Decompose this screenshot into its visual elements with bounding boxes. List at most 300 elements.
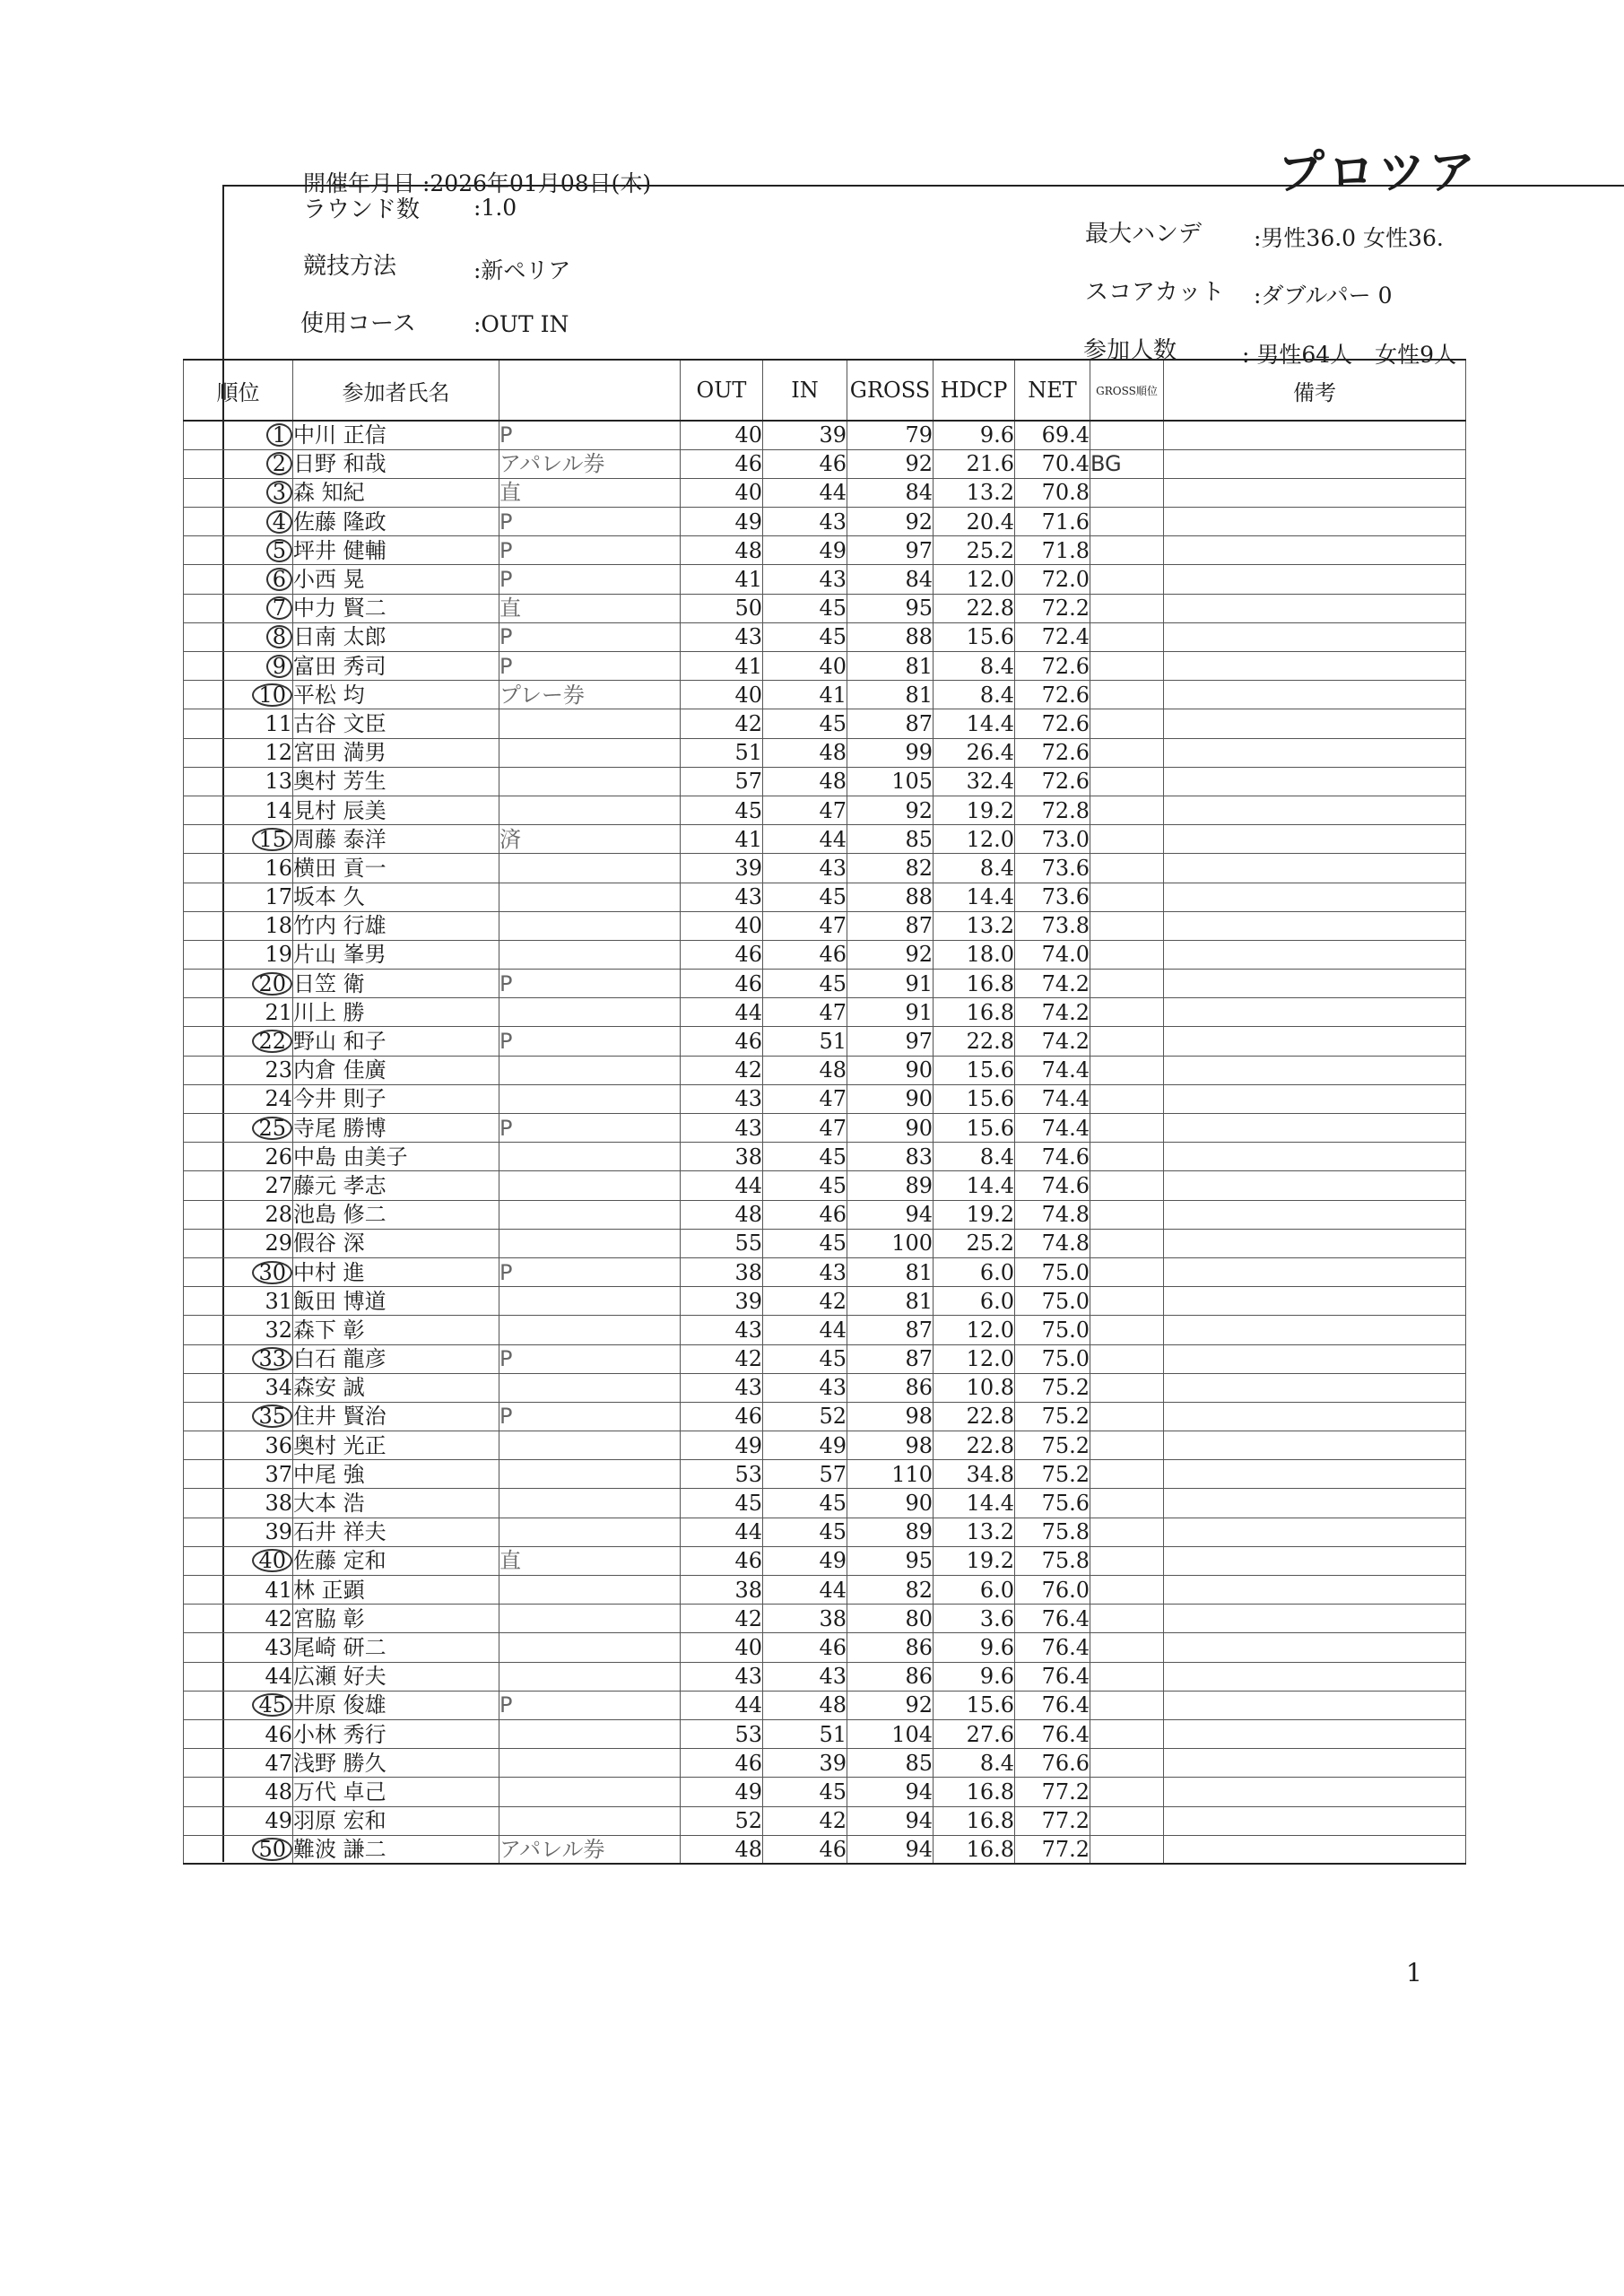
in-cell: 45: [763, 883, 847, 911]
out-cell: 42: [681, 709, 763, 738]
rank-cell: [184, 940, 293, 969]
table-row: [184, 911, 1466, 940]
hdcp-cell: 12.0: [934, 825, 1015, 854]
gross-rank-cell: [1090, 421, 1164, 449]
rank-number: 8: [266, 625, 292, 648]
gross-rank-cell: [1090, 1200, 1164, 1229]
out-cell: 38: [681, 1576, 763, 1605]
net-cell: 70.8: [1015, 478, 1090, 507]
gross-cell: 81: [847, 1287, 934, 1316]
table-row: [184, 1027, 1466, 1056]
rank-cell: [184, 1489, 293, 1518]
hdcp-cell: 15.6: [934, 1056, 1015, 1084]
remarks-cell: [1164, 1778, 1466, 1806]
gross-cell: 94: [847, 1200, 934, 1229]
remarks-cell: [1164, 1027, 1466, 1056]
handwritten-mark: P: [499, 1344, 681, 1373]
rank-number: 11: [265, 710, 292, 736]
table-row: [184, 1114, 1466, 1143]
hdcp-cell: 3.6: [934, 1605, 1015, 1633]
rank-cell: [184, 796, 293, 824]
out-cell: 44: [681, 998, 763, 1027]
net-cell: 76.0: [1015, 1576, 1090, 1605]
net-cell: 74.2: [1015, 970, 1090, 998]
participant-name: 内倉 佳廣: [293, 1056, 499, 1084]
gross-rank-cell: [1090, 1633, 1164, 1662]
hdcp-cell: 8.4: [934, 681, 1015, 709]
rank-cell: [184, 478, 293, 507]
remarks-cell: [1164, 652, 1466, 681]
rank-number: 19: [265, 942, 292, 968]
table-row: [184, 652, 1466, 681]
rank-number: 10: [252, 683, 292, 707]
out-cell: 48: [681, 1200, 763, 1229]
participants-label: 参加人数: [1083, 337, 1177, 364]
gross-cell: 82: [847, 854, 934, 883]
out-cell: 46: [681, 1546, 763, 1575]
hdcp-cell: 14.4: [934, 883, 1015, 911]
in-cell: 47: [763, 796, 847, 824]
table-row: [184, 1229, 1466, 1257]
table-row: [184, 1257, 1466, 1286]
remarks-cell: [1164, 508, 1466, 536]
gross-rank-cell: [1090, 1546, 1164, 1575]
remarks-cell: [1164, 1835, 1466, 1864]
gross-cell: 92: [847, 508, 934, 536]
net-cell: 72.2: [1015, 594, 1090, 622]
gross-cell: 90: [847, 1489, 934, 1518]
gross-rank-cell: [1090, 1719, 1164, 1748]
table-row: [184, 594, 1466, 622]
handwritten-mark: [499, 1287, 681, 1316]
gross-cell: 92: [847, 940, 934, 969]
hdcp-cell: 6.0: [934, 1287, 1015, 1316]
gross-rank-cell: [1090, 1056, 1164, 1084]
participant-name: 中川 正信: [293, 421, 499, 449]
gross-rank-cell: [1090, 1460, 1164, 1489]
net-cell: 76.4: [1015, 1691, 1090, 1719]
in-cell: 48: [763, 738, 847, 767]
rank-number: 48: [265, 1779, 292, 1805]
gross-cell: 92: [847, 796, 934, 824]
out-cell: 46: [681, 1402, 763, 1431]
in-cell: 43: [763, 1662, 847, 1691]
hdcp-cell: 12.0: [934, 565, 1015, 594]
in-cell: 48: [763, 1691, 847, 1719]
handwritten-mark: P: [499, 1027, 681, 1056]
table-row: [184, 1719, 1466, 1748]
table-row: [184, 536, 1466, 565]
participant-name: 森安 誠: [293, 1373, 499, 1402]
handwritten-mark: [499, 1605, 681, 1633]
in-cell: 44: [763, 825, 847, 854]
rank-cell: [184, 1287, 293, 1316]
handwritten-mark: [499, 1633, 681, 1662]
out-cell: 46: [681, 970, 763, 998]
col-out: OUT: [681, 360, 763, 421]
hdcp-cell: 34.8: [934, 1460, 1015, 1489]
rank-cell: [184, 883, 293, 911]
rank-cell: [184, 970, 293, 998]
table-row: [184, 738, 1466, 767]
handwritten-mark: [499, 1749, 681, 1778]
participant-name: 宮田 満男: [293, 738, 499, 767]
max-handicap-value: :男性36.0 女性36.: [1254, 225, 1444, 251]
out-cell: 42: [681, 1056, 763, 1084]
participant-name: 小西 晃: [293, 565, 499, 594]
out-cell: 43: [681, 622, 763, 651]
gross-rank-cell: [1090, 1576, 1164, 1605]
rank-cell: [184, 1316, 293, 1344]
remarks-cell: [1164, 594, 1466, 622]
rank-cell: [184, 1835, 293, 1864]
handwritten-mark: 直: [499, 1546, 681, 1575]
rank-cell: [184, 1749, 293, 1778]
participant-name: 中力 賢二: [293, 594, 499, 622]
net-cell: 71.6: [1015, 508, 1090, 536]
table-row: [184, 508, 1466, 536]
handwritten-mark: P: [499, 652, 681, 681]
handwritten-mark: [499, 1229, 681, 1257]
rank-number: 45: [252, 1693, 292, 1717]
handwritten-mark: [499, 796, 681, 824]
out-cell: 39: [681, 1287, 763, 1316]
gross-rank-cell: [1090, 1316, 1164, 1344]
out-cell: 46: [681, 449, 763, 478]
gross-rank-cell: [1090, 1084, 1164, 1113]
participant-name: 古谷 文臣: [293, 709, 499, 738]
gross-rank-cell: [1090, 1143, 1164, 1171]
table-row: [184, 854, 1466, 883]
handwritten-mark: [499, 854, 681, 883]
remarks-cell: [1164, 1518, 1466, 1546]
remarks-cell: [1164, 1605, 1466, 1633]
rank-cell: [184, 1431, 293, 1460]
gross-rank-cell: [1090, 1749, 1164, 1778]
out-cell: 49: [681, 508, 763, 536]
participant-name: 大本 浩: [293, 1489, 499, 1518]
gross-rank-cell: [1090, 709, 1164, 738]
rank-number: 32: [265, 1317, 292, 1343]
hdcp-cell: 6.0: [934, 1257, 1015, 1286]
handwritten-mark: P: [499, 536, 681, 565]
table-row: [184, 1691, 1466, 1719]
table-row: [184, 1662, 1466, 1691]
hdcp-cell: 16.8: [934, 1778, 1015, 1806]
remarks-cell: [1164, 1662, 1466, 1691]
remarks-cell: [1164, 1171, 1466, 1200]
rank-number: 42: [265, 1605, 292, 1631]
rank-number: 5: [266, 539, 292, 562]
hdcp-cell: 8.4: [934, 652, 1015, 681]
rank-number: 28: [265, 1202, 292, 1228]
handwritten-mark: [499, 738, 681, 767]
date-value: :2026年01月08日(木): [421, 170, 652, 196]
out-cell: 41: [681, 825, 763, 854]
rank-cell: [184, 536, 293, 565]
net-cell: 76.4: [1015, 1633, 1090, 1662]
remarks-cell: [1164, 1344, 1466, 1373]
out-cell: 38: [681, 1143, 763, 1171]
out-cell: 38: [681, 1257, 763, 1286]
in-cell: 39: [763, 421, 847, 449]
participant-name: 假谷 深: [293, 1229, 499, 1257]
hdcp-cell: 22.8: [934, 1431, 1015, 1460]
handwritten-mark: P: [499, 565, 681, 594]
remarks-cell: [1164, 1229, 1466, 1257]
remarks-cell: [1164, 970, 1466, 998]
rank-number: 34: [265, 1375, 292, 1401]
method-value: :新ペリア: [473, 257, 571, 283]
rank-number: 23: [265, 1057, 292, 1083]
participant-name: 佐藤 定和: [293, 1546, 499, 1575]
remarks-cell: [1164, 1749, 1466, 1778]
remarks-cell: [1164, 565, 1466, 594]
handwritten-mark: [499, 1576, 681, 1605]
net-cell: 72.8: [1015, 796, 1090, 824]
gross-rank-cell: [1090, 565, 1164, 594]
out-cell: 48: [681, 536, 763, 565]
rounds-value: :1.0: [473, 195, 517, 221]
table-row: [184, 1373, 1466, 1402]
rank-cell: [184, 449, 293, 478]
gross-rank-cell: [1090, 1691, 1164, 1719]
net-cell: 72.6: [1015, 681, 1090, 709]
table-row: [184, 767, 1466, 796]
hdcp-cell: 16.8: [934, 970, 1015, 998]
gross-cell: 90: [847, 1056, 934, 1084]
handwritten-mark: [499, 940, 681, 969]
net-cell: 75.8: [1015, 1546, 1090, 1575]
out-cell: 46: [681, 1749, 763, 1778]
gross-cell: 105: [847, 767, 934, 796]
participant-name: 万代 卓己: [293, 1778, 499, 1806]
rank-cell: [184, 1691, 293, 1719]
table-row: [184, 1518, 1466, 1546]
participant-name: 林 正顕: [293, 1576, 499, 1605]
gross-rank-cell: [1090, 767, 1164, 796]
rank-number: 17: [265, 884, 292, 910]
in-cell: 45: [763, 622, 847, 651]
remarks-cell: [1164, 622, 1466, 651]
table-row: [184, 1171, 1466, 1200]
gross-rank-cell: [1090, 1806, 1164, 1835]
handwritten-mark: [499, 1719, 681, 1748]
in-cell: 46: [763, 1200, 847, 1229]
handwritten-mark: [499, 1373, 681, 1402]
gross-cell: 100: [847, 1229, 934, 1257]
table-row: [184, 622, 1466, 651]
frame-top-rule: [222, 185, 1624, 187]
handwritten-mark: [499, 1662, 681, 1691]
gross-rank-cell: [1090, 1431, 1164, 1460]
in-cell: 48: [763, 767, 847, 796]
table-row: [184, 1056, 1466, 1084]
out-cell: 40: [681, 1633, 763, 1662]
in-cell: 43: [763, 1373, 847, 1402]
table-row: [184, 1749, 1466, 1778]
rank-number: 49: [265, 1808, 292, 1834]
participant-name: 石井 祥夫: [293, 1518, 499, 1546]
net-cell: 74.0: [1015, 940, 1090, 969]
out-cell: 40: [681, 911, 763, 940]
col-gross-rank: GROSS順位: [1090, 360, 1164, 421]
handwritten-mark: [499, 1806, 681, 1835]
hdcp-cell: 25.2: [934, 1229, 1015, 1257]
remarks-cell: [1164, 1633, 1466, 1662]
gross-rank-cell: [1090, 1605, 1164, 1633]
participant-name: 難波 謙二: [293, 1835, 499, 1864]
remarks-cell: [1164, 1143, 1466, 1171]
participant-name: 今井 則子: [293, 1084, 499, 1113]
gross-cell: 85: [847, 825, 934, 854]
hdcp-cell: 14.4: [934, 1171, 1015, 1200]
rank-cell: [184, 1605, 293, 1633]
hdcp-cell: 22.8: [934, 594, 1015, 622]
gross-cell: 94: [847, 1778, 934, 1806]
table-row: [184, 998, 1466, 1027]
rank-number: 18: [265, 913, 292, 939]
table-row: [184, 825, 1466, 854]
gross-cell: 95: [847, 1546, 934, 1575]
hdcp-cell: 16.8: [934, 998, 1015, 1027]
out-cell: 49: [681, 1778, 763, 1806]
participant-name: 飯田 博道: [293, 1287, 499, 1316]
remarks-cell: [1164, 1460, 1466, 1489]
gross-rank-cell: [1090, 1835, 1164, 1864]
in-cell: 45: [763, 594, 847, 622]
rank-number: 2: [266, 452, 292, 475]
net-cell: 75.2: [1015, 1460, 1090, 1489]
course-value: :OUT IN: [473, 311, 569, 337]
participant-name: 日笠 衛: [293, 970, 499, 998]
gross-rank-cell: [1090, 1662, 1164, 1691]
rank-number: 46: [265, 1721, 292, 1747]
gross-cell: 81: [847, 681, 934, 709]
out-cell: 44: [681, 1518, 763, 1546]
participant-name: 佐藤 隆政: [293, 508, 499, 536]
in-cell: 43: [763, 1257, 847, 1286]
net-cell: 75.2: [1015, 1402, 1090, 1431]
rank-number: 14: [265, 797, 292, 823]
in-cell: 45: [763, 1778, 847, 1806]
net-cell: 73.6: [1015, 883, 1090, 911]
rank-cell: [184, 825, 293, 854]
participant-name: 坂本 久: [293, 883, 499, 911]
handwritten-mark: [499, 1518, 681, 1546]
rank-cell: [184, 622, 293, 651]
remarks-cell: [1164, 709, 1466, 738]
hdcp-cell: 16.8: [934, 1806, 1015, 1835]
rank-cell: [184, 1257, 293, 1286]
table-row: [184, 1084, 1466, 1113]
net-cell: 74.6: [1015, 1171, 1090, 1200]
in-cell: 46: [763, 1835, 847, 1864]
in-cell: 46: [763, 940, 847, 969]
out-cell: 40: [681, 478, 763, 507]
rank-number: 13: [265, 769, 292, 795]
col-gross: GROSS: [847, 360, 934, 421]
hdcp-cell: 12.0: [934, 1344, 1015, 1373]
out-cell: 44: [681, 1171, 763, 1200]
hdcp-cell: 13.2: [934, 478, 1015, 507]
table-row: [184, 883, 1466, 911]
remarks-cell: [1164, 911, 1466, 940]
remarks-cell: [1164, 883, 1466, 911]
out-cell: 48: [681, 1835, 763, 1864]
net-cell: 74.8: [1015, 1229, 1090, 1257]
remarks-cell: [1164, 478, 1466, 507]
participant-name: 広瀬 好夫: [293, 1662, 499, 1691]
rank-number: 43: [265, 1634, 292, 1660]
rank-number: 31: [265, 1288, 292, 1314]
gross-rank-cell: [1090, 1344, 1164, 1373]
gross-cell: 87: [847, 709, 934, 738]
table-row: [184, 1200, 1466, 1229]
remarks-cell: [1164, 796, 1466, 824]
handwritten-mark: [499, 767, 681, 796]
out-cell: 46: [681, 1027, 763, 1056]
rank-number: 30: [252, 1261, 292, 1284]
in-cell: 47: [763, 1084, 847, 1113]
remarks-cell: [1164, 998, 1466, 1027]
table-row: [184, 1402, 1466, 1431]
rank-cell: [184, 1229, 293, 1257]
rank-cell: [184, 681, 293, 709]
out-cell: 43: [681, 883, 763, 911]
table-row: [184, 796, 1466, 824]
out-cell: 53: [681, 1460, 763, 1489]
score-cut-value: :ダブルパー 0: [1254, 283, 1393, 309]
in-cell: 41: [763, 681, 847, 709]
handwritten-mark: [499, 911, 681, 940]
handwritten-mark: [499, 883, 681, 911]
rank-number: 47: [265, 1750, 292, 1776]
rank-cell: [184, 709, 293, 738]
course-label: 使用コース: [300, 310, 416, 337]
handwritten-mark: P: [499, 622, 681, 651]
out-cell: 45: [681, 1489, 763, 1518]
net-cell: 72.0: [1015, 565, 1090, 594]
out-cell: 44: [681, 1691, 763, 1719]
in-cell: 43: [763, 508, 847, 536]
out-cell: 39: [681, 854, 763, 883]
rank-number: 7: [266, 596, 292, 620]
handwritten-mark: P: [499, 1114, 681, 1143]
table-row: [184, 1143, 1466, 1171]
in-cell: 46: [763, 449, 847, 478]
remarks-cell: [1164, 681, 1466, 709]
participant-name: 中尾 強: [293, 1460, 499, 1489]
net-cell: 76.6: [1015, 1749, 1090, 1778]
in-cell: 47: [763, 998, 847, 1027]
hdcp-cell: 15.6: [934, 1084, 1015, 1113]
gross-cell: 80: [847, 1605, 934, 1633]
handwritten-mark: 済: [499, 825, 681, 854]
gross-cell: 88: [847, 883, 934, 911]
gross-rank-cell: BG: [1090, 449, 1164, 478]
in-cell: 45: [763, 1143, 847, 1171]
participant-name: 坪井 健輔: [293, 536, 499, 565]
rank-number: 44: [265, 1664, 292, 1690]
rank-number: 37: [265, 1461, 292, 1487]
gross-rank-cell: [1090, 970, 1164, 998]
rank-cell: [184, 1662, 293, 1691]
participant-name: 森下 彰: [293, 1316, 499, 1344]
net-cell: 74.2: [1015, 998, 1090, 1027]
table-row: [184, 970, 1466, 998]
gross-cell: 98: [847, 1402, 934, 1431]
